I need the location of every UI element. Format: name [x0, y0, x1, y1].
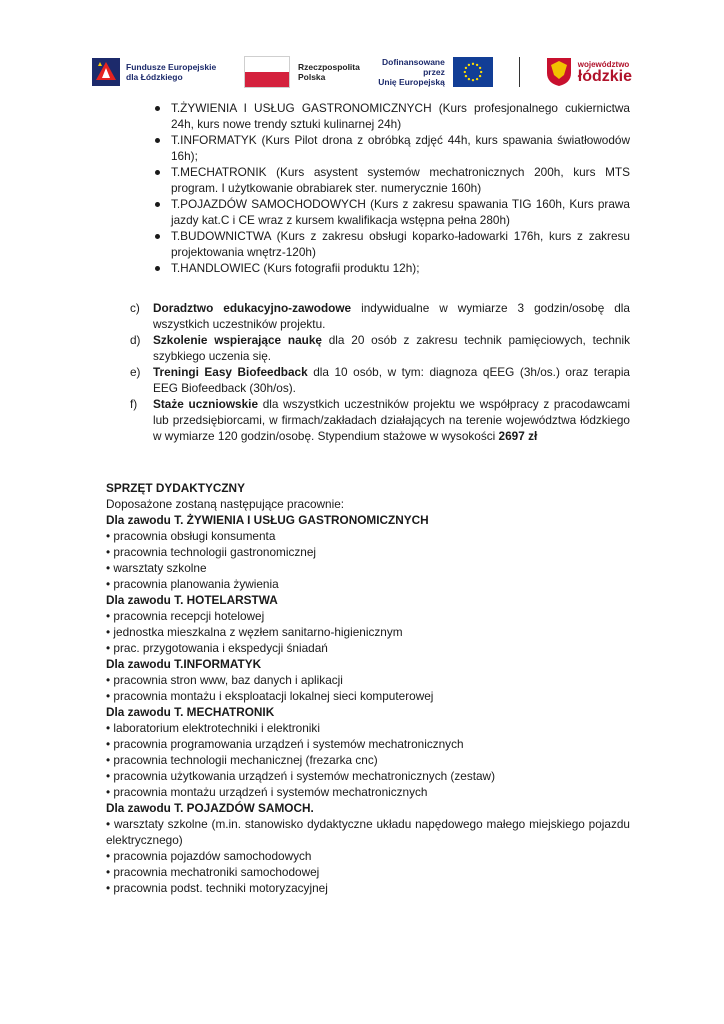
section-intro: Doposażone zostaną następujące pracownie: [106, 497, 345, 511]
course-item: T.MECHATRONIK (Kurs asystent systemów mechatronicznych 200h, kurs MTS program. I użytkowanie obrabiarek ster. numerycznie 160h) [153, 164, 630, 196]
eu-logo [366, 57, 493, 87]
eu-flag-icon [453, 57, 493, 87]
course-item: T.POJAZDÓW SAMOCHODOWYCH (Kurs z zakresu spawania TIG 160h, Kurs prawa jazdy kat.C i CE wraz z kursem kwalifikacja wstępna pełna 280h) [153, 196, 630, 228]
equipment-item: • warsztaty szkolne (m.in. stanowisko dydaktyczne układu napędowego małego miejskiego pojazdu elektrycznego) [106, 817, 630, 847]
group-heading: Dla zawodu T. ŻYWIENIA I USŁUG GASTRONOMICZNYCH [106, 513, 429, 527]
support-item-e [106, 364, 630, 396]
eu-text-line1: Dofinansowane przez [382, 57, 445, 77]
item-text: dla 10 osób, w tym: diagnoza qEEG (3h/os.) oraz terapia EEG Biofeedback (30h/os). [153, 365, 630, 395]
equipment-item: • pracownia stron www, baz danych i aplikacji [106, 673, 343, 687]
group-heading: Dla zawodu T. HOTELARSTWA [106, 593, 278, 607]
equipment-item: • prac. przygotowania i ekspedycji śniadań [106, 641, 328, 655]
equipment-item: • pracownia planowania żywienia [106, 577, 279, 591]
equipment-item: • pracownia recepcji hotelowej [106, 609, 265, 623]
equipment-item: • pracownia technologii mechanicznej (frezarka cnc) [106, 753, 378, 767]
stipend-amount: 2697 zł [498, 429, 538, 443]
equipment-item: • pracownia użytkowania urządzeń i systemów mechatronicznych (zestaw) [106, 769, 495, 783]
support-item-d [106, 332, 630, 364]
equipment-item: • pracownia programowania urządzeń i systemów mechatronicznych [106, 737, 464, 751]
fe-star-icon [92, 58, 120, 86]
lodzkie-crest-icon [546, 57, 572, 87]
item-title: Staże uczniowskie [153, 397, 259, 411]
equipment-item: • jednostka mieszkalna z węzłem sanitarno-higienicznym [106, 625, 403, 639]
item-title: Szkolenie wspierające naukę [153, 333, 322, 347]
equipment-item: • pracownia podst. techniki motoryzacyjnej [106, 881, 328, 895]
rp-text-line1: Rzeczpospolita [297, 62, 360, 72]
group-heading: Dla zawodu T. MECHATRONIK [106, 705, 275, 719]
eu-text-line2: Unię Europejską [378, 77, 445, 87]
lodz-text-big: łódzkie [577, 67, 632, 85]
item-label: c) [130, 301, 140, 315]
fe-text-line1: Fundusze Europejskie [126, 62, 217, 72]
support-item-c [106, 300, 630, 332]
support-list [106, 300, 630, 444]
group-heading: Dla zawodu T. POJAZDÓW SAMOCH. [106, 801, 314, 815]
equipment-item: • pracownia obsługi konsumenta [106, 529, 276, 543]
item-label: e) [130, 365, 141, 379]
item-text: dla wszystkich uczestników projektu we współpracy z pracodawcami lub przedsiębiorcami, w firmach/zakładach działających na terenie województwa łódzkiego w wymiarze 120 godzin/osobę. Stypendium stażowe w wysokości [153, 397, 630, 443]
document-body [106, 100, 630, 896]
group-heading: Dla zawodu T.INFORMATYK [106, 657, 262, 671]
course-item: T.HANDLOWIEC (Kurs fotografii produktu 12h); [153, 260, 630, 276]
equipment-item: • warsztaty szkolne [106, 561, 207, 575]
item-label: f) [130, 397, 138, 411]
course-item: T.ŻYWIENIA I USŁUG GASTRONOMICZNYCH (Kurs profesjonalnego cukiernictwa 24h, kurs nowe trendy sztuki kulinarnej 24h) [153, 100, 630, 132]
equipment-item: • pracownia pojazdów samochodowych [106, 849, 312, 863]
equipment-section [106, 480, 630, 896]
wojewodztwo-lodzkie-logo [546, 57, 632, 87]
support-item-f [106, 396, 630, 444]
fundusze-europejskie-logo [92, 58, 220, 86]
section-title: SPRZĘT DYDAKTYCZNY [106, 481, 245, 495]
logo-separator [519, 57, 520, 87]
lodz-text-small: województwo [577, 59, 630, 69]
item-text: dla 20 osób z zakresu technik pamięciowych, technik szybkiego uczenia się. [153, 333, 630, 363]
courses-list [106, 100, 630, 276]
item-title: Treningi Easy Biofeedback [153, 365, 308, 379]
item-label: d) [130, 333, 141, 347]
equipment-item: • pracownia technologii gastronomicznej [106, 545, 317, 559]
equipment-item: • pracownia montażu i eksploatacji lokalnej sieci komputerowej [106, 689, 434, 703]
rzeczpospolita-logo [244, 56, 360, 88]
course-item: T.BUDOWNICTWA (Kurs z zakresu obsługi koparko-ładowarki 176h, kurs z zakresu projektowania wnętrz-120h) [153, 228, 630, 260]
equipment-item: • laboratorium elektrotechniki i elektroniki [106, 721, 320, 735]
course-item: T.INFORMATYK (Kurs Pilot drona z obróbką zdjęć 44h, kurs spawania światłowodów 16h); [153, 132, 630, 164]
item-text: indywidualne w wymiarze 3 godzin/osobę dla wszystkich uczestników projektu. [153, 301, 630, 331]
item-title: Doradztwo edukacyjno-zawodowe [153, 301, 352, 315]
fe-text-line2: dla Łódzkiego [126, 72, 183, 82]
equipment-item: • pracownia mechatroniki samochodowej [106, 865, 320, 879]
rp-text-line2: Polska [297, 72, 326, 82]
logo-bar [92, 52, 632, 92]
equipment-item: • pracownia montażu urządzeń i systemów mechatronicznych [106, 785, 428, 799]
poland-flag-icon [244, 56, 290, 88]
